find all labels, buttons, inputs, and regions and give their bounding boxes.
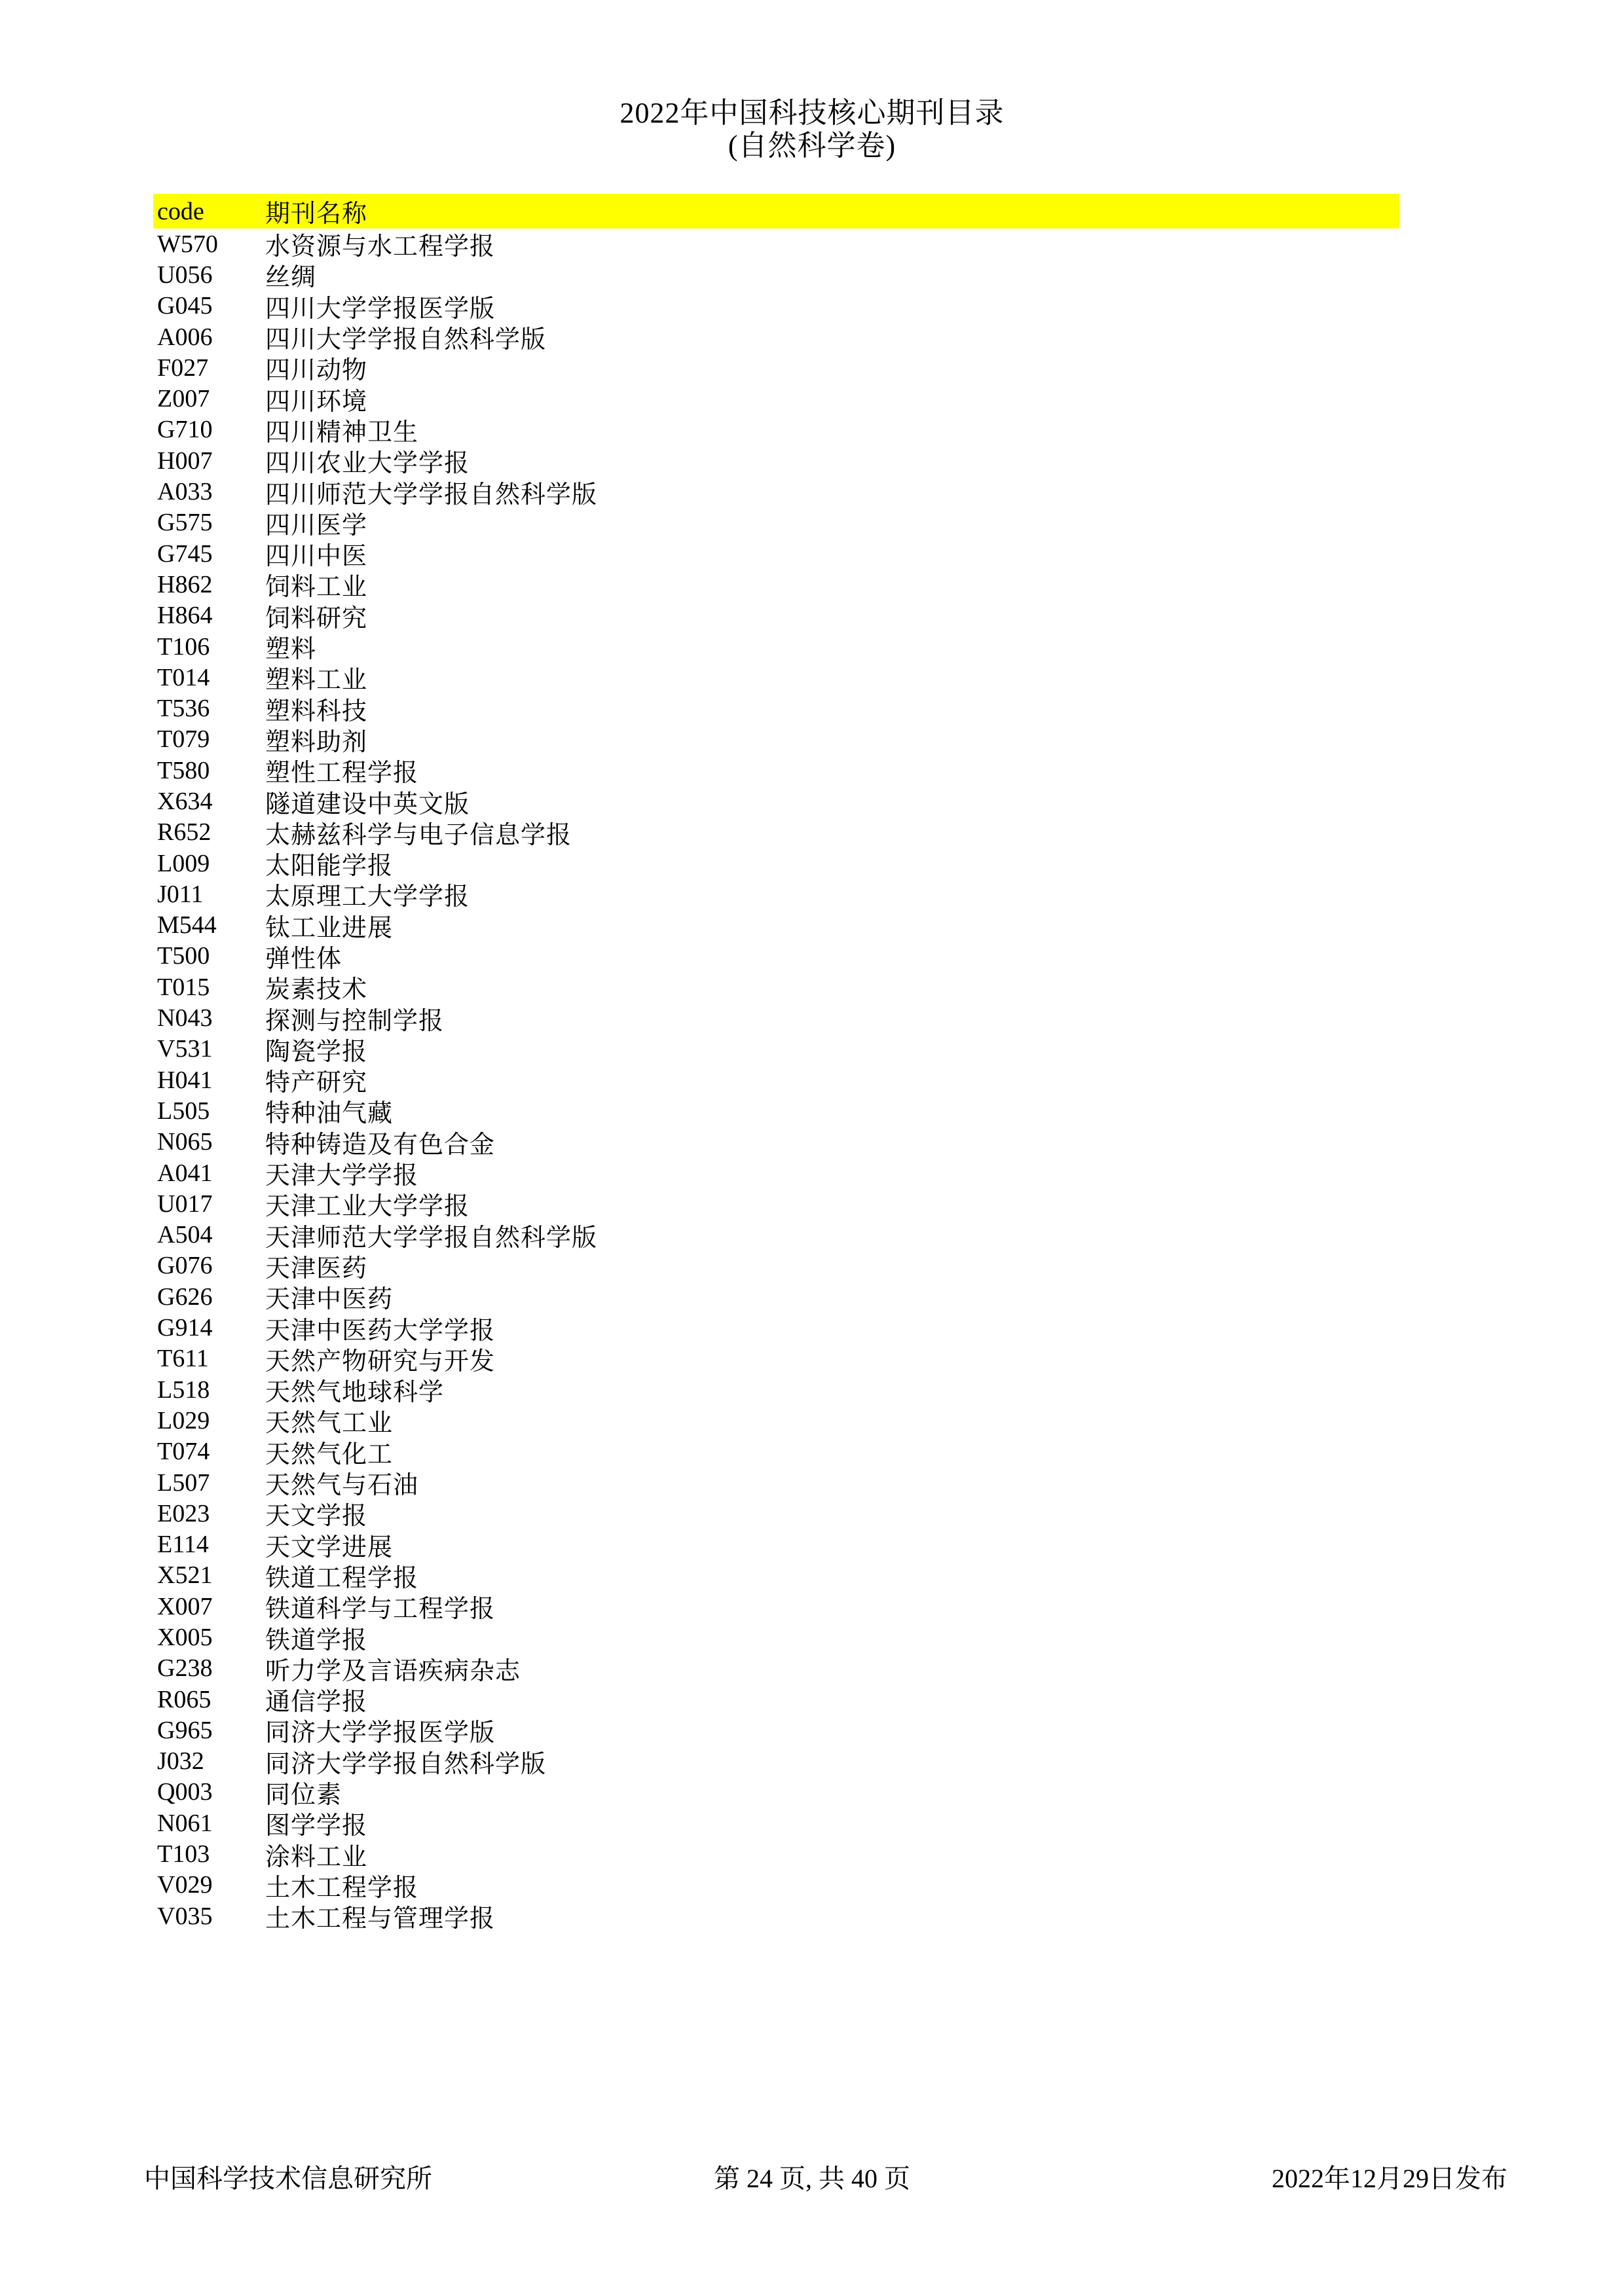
table-row: [153, 1870, 1399, 1901]
journal-name: 太赫兹科学与电子信息学报: [265, 821, 572, 849]
table-row: [153, 507, 1399, 538]
journal-code: U017: [157, 1190, 213, 1218]
table-row: [153, 1591, 1399, 1622]
journal-code: T079: [157, 725, 210, 754]
journal-code: E114: [157, 1531, 209, 1559]
journal-name: 天然气化工: [265, 1440, 394, 1468]
journal-code: Z007: [157, 385, 210, 413]
journal-name: 天津大学学报: [265, 1162, 419, 1190]
table-row: [153, 1157, 1399, 1188]
footer-publish-date: 2022年12月29日发布: [1272, 2164, 1507, 2193]
table-row: [153, 1312, 1399, 1343]
journal-code: G914: [157, 1314, 213, 1342]
table-row: [153, 445, 1399, 476]
journal-code: A033: [157, 478, 213, 506]
table-row: [153, 1127, 1399, 1157]
table-row: [153, 755, 1399, 786]
table-row: [153, 1034, 1399, 1065]
journal-code: H864: [157, 602, 213, 630]
journal-name: 探测与控制学报: [265, 1007, 445, 1035]
journal-name: 四川大学学报医学版: [265, 295, 496, 323]
journal-code: H007: [157, 446, 213, 475]
table-row: [153, 1281, 1399, 1312]
table-row: [153, 259, 1399, 290]
table-row: [153, 1901, 1399, 1931]
journal-code: T014: [157, 663, 210, 691]
journal-code: L009: [157, 849, 210, 877]
table-rows: [153, 228, 1399, 1931]
journal-name: 特种铸造及有色合金: [265, 1131, 496, 1159]
journal-name: 特种油气藏: [265, 1100, 394, 1128]
journal-code: X005: [157, 1624, 213, 1651]
journal-name: 天文学进展: [265, 1533, 394, 1561]
journal-name: 同济大学学报自然科学版: [265, 1750, 547, 1778]
journal-name: 天津工业大学学报: [265, 1193, 470, 1221]
journal-code: G575: [157, 509, 213, 537]
journal-name: 太原理工大学学报: [265, 883, 470, 911]
table-row: [153, 1715, 1399, 1745]
table-row: [153, 414, 1399, 445]
table-row: [153, 1220, 1399, 1250]
journal-name: 天然气工业: [265, 1410, 394, 1438]
table-row: [153, 1188, 1399, 1219]
table-row: [153, 1498, 1399, 1529]
journal-name: 四川大学学报自然科学版: [265, 326, 547, 354]
journal-name: 听力学及言语疾病杂志: [265, 1657, 521, 1685]
table-row: [153, 352, 1399, 383]
journal-code: U056: [157, 261, 213, 289]
journal-code: L029: [157, 1406, 210, 1434]
journal-code: A006: [157, 323, 213, 351]
journal-name: 土木工程与管理学报: [265, 1905, 496, 1933]
journal-name: 钛工业进展: [265, 914, 394, 942]
journal-code: R652: [157, 818, 212, 847]
journal-code: G045: [157, 292, 213, 320]
journal-name: 图学学报: [265, 1812, 368, 1840]
journal-code: N065: [157, 1128, 213, 1156]
table-row: [153, 1653, 1399, 1684]
table-row: [153, 1808, 1399, 1838]
journal-code: A041: [157, 1159, 213, 1187]
journal-name: 同济大学学报医学版: [265, 1719, 496, 1747]
table-row: [153, 383, 1399, 414]
journal-code: J011: [157, 880, 204, 908]
table-row: [153, 1002, 1399, 1033]
journal-name: 四川精神卫生: [265, 418, 419, 446]
journal-name: 饲料研究: [265, 604, 368, 632]
journal-name: 四川动物: [265, 357, 368, 385]
journal-name: 天津师范大学学报自然科学版: [265, 1224, 598, 1252]
journal-name: 四川中医: [265, 543, 368, 571]
journal-name: 塑料助剂: [265, 728, 368, 756]
table-row: [153, 1436, 1399, 1467]
journal-code: Q003: [157, 1778, 213, 1806]
journal-name: 炭素技术: [265, 976, 368, 1004]
journal-name: 天然产物研究与开发: [265, 1347, 496, 1376]
journal-name: 四川环境: [265, 388, 368, 416]
journal-name: 天津中医药大学学报: [265, 1317, 496, 1345]
footer-publisher: 中国科学技术信息研究所: [144, 2164, 432, 2193]
journal-name: 塑料科技: [265, 697, 368, 725]
table-row: [153, 600, 1399, 631]
table-row: [153, 476, 1399, 507]
journal-name: 土木工程学报: [265, 1874, 419, 1902]
journal-code: R065: [157, 1685, 212, 1713]
journal-code: T611: [157, 1345, 209, 1373]
table-row: [153, 1684, 1399, 1715]
table-row: [153, 1560, 1399, 1591]
journal-code: N061: [157, 1809, 213, 1837]
journal-name: 四川农业大学学报: [265, 450, 470, 478]
journal-name: 太阳能学报: [265, 852, 394, 881]
table-row: [153, 631, 1399, 662]
journal-code: T074: [157, 1438, 210, 1466]
journal-code: G745: [157, 539, 213, 568]
journal-code: G965: [157, 1716, 213, 1744]
journal-code: T103: [157, 1840, 210, 1868]
table-row: [153, 228, 1399, 259]
journal-name: 涂料工业: [265, 1843, 368, 1871]
table-row: [153, 817, 1399, 848]
table-row: [153, 291, 1399, 321]
journal-code: G238: [157, 1654, 213, 1683]
journal-code: V531: [157, 1035, 213, 1063]
header-name-label: 期刊名称: [265, 200, 368, 228]
journal-code: G626: [157, 1283, 213, 1311]
journal-code: L505: [157, 1097, 210, 1125]
journal-code: X521: [157, 1561, 213, 1590]
journal-name: 水资源与水工程学报: [265, 233, 496, 261]
journal-name: 天然气地球科学: [265, 1379, 445, 1407]
table-row: [153, 1622, 1399, 1652]
table-row: [153, 972, 1399, 1002]
journal-name: 陶瓷学报: [265, 1038, 368, 1066]
journal-name: 铁道科学与工程学报: [265, 1595, 496, 1624]
page-subtitle: (自然科学卷): [728, 130, 896, 162]
journal-name: 铁道工程学报: [265, 1564, 419, 1592]
journal-name: 四川师范大学学报自然科学版: [265, 481, 598, 509]
page-footer: [0, 2158, 1624, 2197]
table-row: [153, 1250, 1399, 1281]
journal-name: 天然气与石油: [265, 1472, 419, 1500]
journal-code: X007: [157, 1592, 213, 1620]
journal-code: A504: [157, 1221, 213, 1249]
journal-name: 通信学报: [265, 1688, 368, 1717]
journal-name: 天文学报: [265, 1503, 368, 1531]
journal-code: L518: [157, 1376, 210, 1404]
journal-code: V035: [157, 1902, 213, 1930]
journal-name: 天津医药: [265, 1254, 368, 1283]
journal-code: N043: [157, 1004, 213, 1032]
table-row: [153, 1467, 1399, 1498]
table-row: [153, 1065, 1399, 1095]
table-row: [153, 1095, 1399, 1126]
table-row: [153, 1374, 1399, 1405]
journal-code: T106: [157, 632, 210, 661]
journal-code: J032: [157, 1747, 204, 1776]
table-row: [153, 1529, 1399, 1559]
journal-name: 塑料: [265, 636, 317, 664]
journal-name: 塑料工业: [265, 666, 368, 695]
table-row: [153, 569, 1399, 600]
journal-code: T500: [157, 942, 210, 970]
journal-name: 饲料工业: [265, 574, 368, 602]
journal-code: T536: [157, 695, 210, 723]
footer-page-number: 第 24 页, 共 40 页: [714, 2164, 910, 2193]
journal-code: V029: [157, 1871, 213, 1899]
journal-code: G710: [157, 416, 213, 444]
table-row: [153, 848, 1399, 879]
journal-name: 弹性体: [265, 945, 342, 973]
table-row: [153, 1405, 1399, 1436]
journal-table: [153, 194, 1399, 1931]
journal-code: W570: [157, 230, 218, 258]
table-row: [153, 538, 1399, 569]
document-title-block: [0, 97, 1624, 162]
table-row: [153, 724, 1399, 755]
journal-code: T015: [157, 973, 210, 1001]
journal-code: E023: [157, 1499, 210, 1527]
header-code-label: code: [157, 197, 204, 225]
table-row: [153, 941, 1399, 972]
journal-name: 塑性工程学报: [265, 759, 419, 788]
table-row: [153, 879, 1399, 909]
journal-code: X634: [157, 787, 213, 815]
journal-code: T580: [157, 756, 210, 784]
journal-code: H041: [157, 1066, 213, 1094]
journal-name: 同位素: [265, 1781, 342, 1809]
journal-code: L507: [157, 1468, 210, 1497]
table-row: [153, 1838, 1399, 1869]
journal-name: 隧道建设中英文版: [265, 790, 470, 818]
journal-name: 丝绸: [265, 264, 317, 292]
table-row: [153, 1777, 1399, 1808]
journal-code: F027: [157, 354, 209, 382]
table-row: [153, 693, 1399, 723]
table-row: [153, 910, 1399, 941]
journal-code: H862: [157, 570, 213, 598]
table-header-row: [153, 194, 1399, 228]
table-row: [153, 1343, 1399, 1374]
table-row: [153, 662, 1399, 693]
page-title: 2022年中国科技核心期刊目录: [619, 97, 1005, 129]
journal-code: M544: [157, 911, 217, 939]
journal-name: 铁道学报: [265, 1626, 368, 1654]
table-row: [153, 321, 1399, 352]
table-row: [153, 786, 1399, 816]
table-row: [153, 1746, 1399, 1777]
journal-code: G076: [157, 1252, 213, 1280]
journal-name: 天津中医药: [265, 1286, 394, 1314]
journal-name: 特产研究: [265, 1069, 368, 1097]
journal-name: 四川医学: [265, 511, 368, 539]
